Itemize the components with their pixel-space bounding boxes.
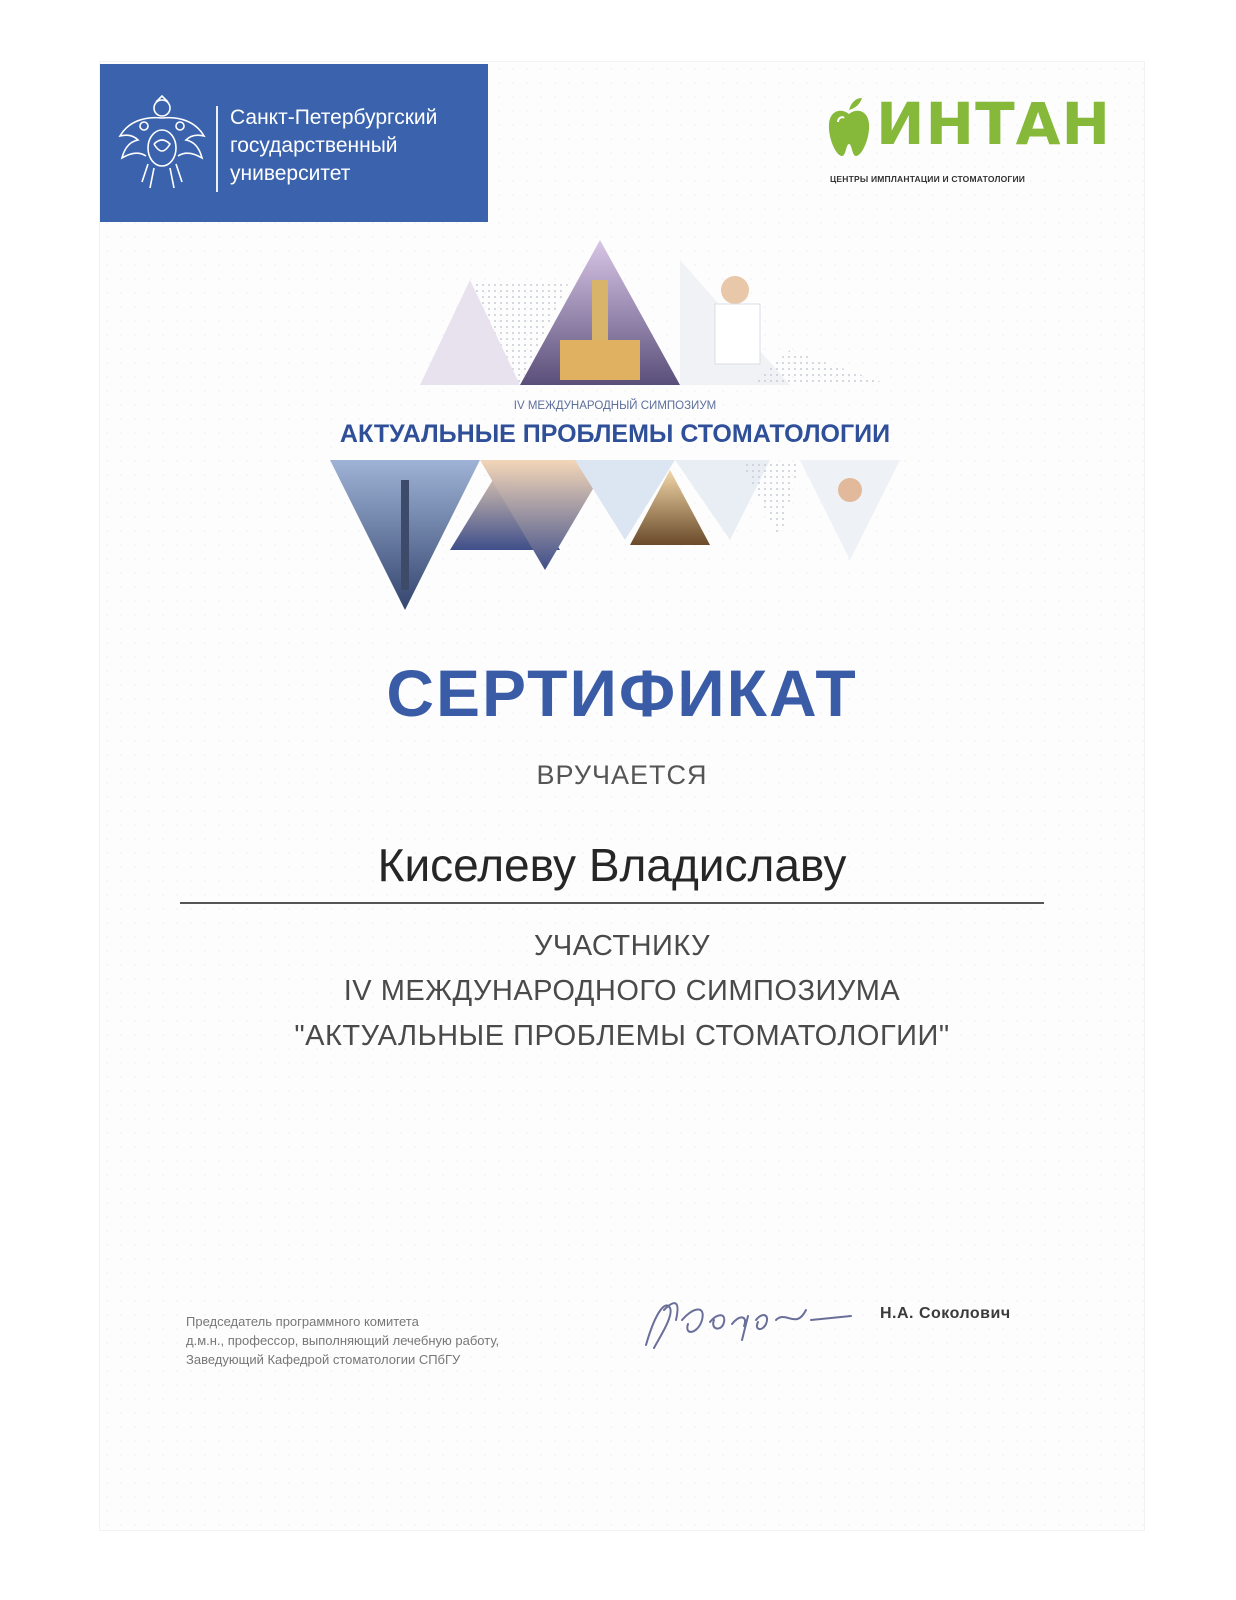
intan-tagline: ЦЕНТРЫ ИМПЛАНТАЦИИ И СТОМАТОЛОГИИ (830, 174, 1026, 184)
intan-brand: ИНТАН (876, 90, 1112, 158)
signatory-name: Н.А. Соколович (880, 1305, 1011, 1322)
signatory-role (186, 1312, 499, 1369)
participant-line-2: IV МЕЖДУНАРОДНОГО СИМПОЗИУМА (343, 975, 901, 1007)
recipient-underline (180, 902, 1044, 904)
participant-line-3: "АКТУАЛЬНЫЕ ПРОБЛЕМЫ СТОМАТОЛОГИИ" (294, 1020, 950, 1052)
university-name-line2: государственный (230, 134, 398, 157)
symposium-title: АКТУАЛЬНЫЕ ПРОБЛЕМЫ СТОМАТОЛОГИИ (339, 420, 891, 448)
university-name-line1: Санкт-Петербургский (230, 106, 438, 129)
handwritten-signature (636, 1290, 866, 1360)
symposium-subtitle: IV МЕЖДУНАРОДНЫЙ СИМПОЗИУМ (513, 400, 717, 412)
double-headed-eagle-icon (114, 92, 210, 194)
participant-line-1: УЧАСТНИКУ (533, 930, 711, 962)
awarded-label: ВРУЧАЕТСЯ (536, 760, 708, 790)
spbu-logo (100, 64, 488, 222)
university-name-line3: университет (230, 162, 351, 185)
banner-upper-dotted-right (750, 350, 890, 385)
banner-lower-doctor-photo (800, 460, 900, 560)
university-name (230, 104, 437, 188)
signatory-role-line2: д.м.н., профессор, выполняющий лечебную работу, (186, 1333, 500, 1348)
certificate-title: СЕРТИФИКАТ (386, 656, 858, 730)
logo-divider (216, 106, 218, 192)
recipient-name: Киселеву Владиславу (377, 839, 847, 891)
intan-logo (826, 90, 1112, 196)
signatory-role-line3: Заведующий Кафедрой стоматологии СПбГУ (186, 1352, 461, 1367)
apple-tooth-icon (826, 96, 872, 160)
signatory-role-line1: Председатель программного комитета (186, 1314, 419, 1329)
